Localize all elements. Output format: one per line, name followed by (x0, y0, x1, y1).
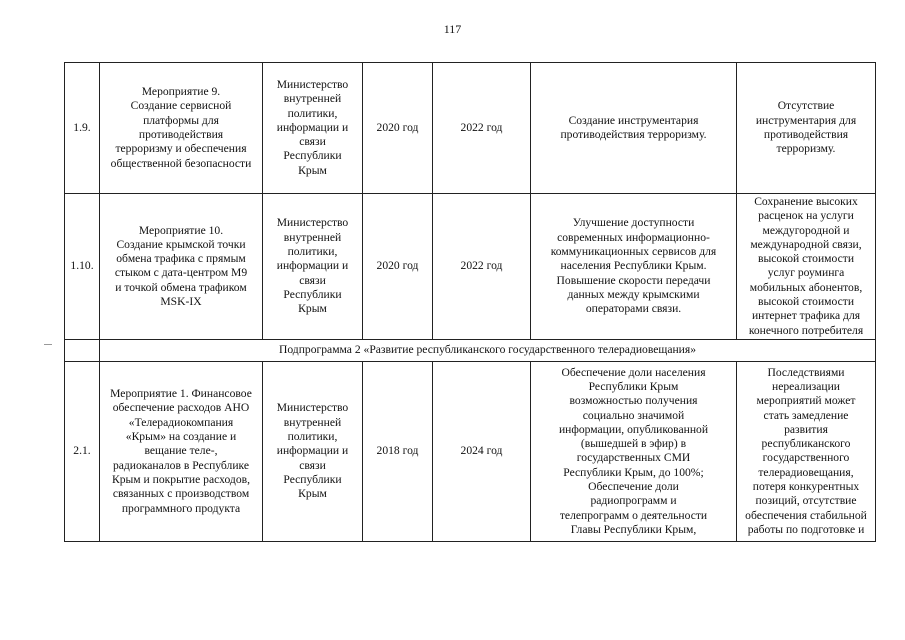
measures-table (64, 62, 876, 542)
measure-cell: Мероприятие 9. Создание сервисной платформы для противодействия терроризму и обеспечения общественной безопасности (100, 63, 263, 194)
page-number: 117 (443, 22, 462, 36)
consequence-cell: Отсутствие инструментария для противодействия терроризму. (737, 63, 876, 194)
executor-cell: Министерство внутренней политики, информации и связи Республики Крым (263, 361, 363, 541)
result-cell: Обеспечение доли населения Республики Крым возможностью получения социально значимой информации, опубликованной (вышедшей в эфир) в государственных СМИ Республики Крым, до 100%; Обеспечение доли радиопрограмм и телепрограмм о деятельности Главы Республики Крым, (531, 361, 737, 541)
end-year-cell: 2022 год (433, 194, 531, 340)
table-row (65, 361, 876, 541)
measure-cell: Мероприятие 1. Финансовое обеспечение расходов АНО «Телерадиокомпания «Крым» на создание и вещание теле-, радиоканалов в Республике Крым и покрытие расходов, связанных с производством программного продукта (100, 361, 263, 541)
end-year-cell: 2022 год (433, 63, 531, 194)
margin-mark (44, 344, 52, 345)
subprogram-row (65, 339, 876, 361)
consequence-cell: Сохранение высоких расценок на услуги междугородной и международной связи, высокой стоимости услуг роуминга мобильных абонентов, высокой стоимости интернет трафика для конечного потребителя (737, 194, 876, 340)
executor-cell: Министерство внутренней политики, информации и связи Республики Крым (263, 63, 363, 194)
result-cell: Улучшение доступности современных информационно- коммуникационных сервисов для населения Республики Крым. Повышение скорости передачи данных между крымскими операторами связи. (531, 194, 737, 340)
row-number-empty (65, 339, 100, 361)
subprogram-title: Подпрограмма 2 «Развитие республиканского государственного телерадиовещания» (100, 339, 876, 361)
table-row (65, 194, 876, 340)
row-number: 1.9. (65, 63, 100, 194)
result-cell: Создание инструментария противодействия терроризму. (531, 63, 737, 194)
row-number: 1.10. (65, 194, 100, 340)
end-year-cell: 2024 год (433, 361, 531, 541)
start-year-cell: 2020 год (363, 63, 433, 194)
row-number: 2.1. (65, 361, 100, 541)
table-row (65, 63, 876, 194)
executor-cell: Министерство внутренней политики, информации и связи Республики Крым (263, 194, 363, 340)
consequence-cell: Последствиями нереализации мероприятий может стать замедление развития республиканского государственного телерадиовещания, потеря конкурентных позиций, отсутствие обеспечения стабильной работы по подготовке и (737, 361, 876, 541)
measure-cell: Мероприятие 10. Создание крымской точки обмена трафика с прямым стыком с дата-центром M9 и точкой обмена трафиком MSK-IX (100, 194, 263, 340)
start-year-cell: 2018 год (363, 361, 433, 541)
start-year-cell: 2020 год (363, 194, 433, 340)
